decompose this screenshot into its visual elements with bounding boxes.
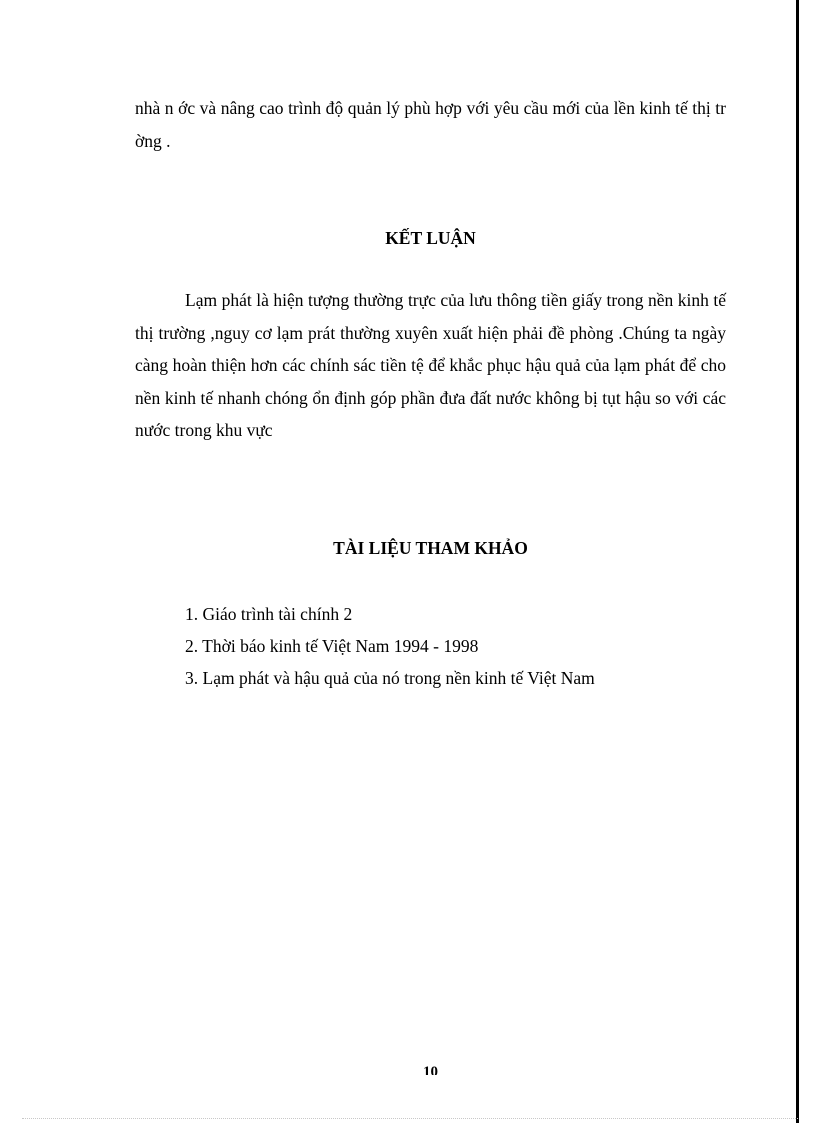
paragraph-continuation: nhà n ớc và nâng cao trình độ quản lý phù hợp với yêu cầu mới của lền kinh tế thị tr ờng . [135,98,726,151]
reference-item: 2. Thời báo kinh tế Việt Nam 1994 - 1998 [185,636,479,656]
reference-list [185,598,595,694]
page-border-right [796,0,799,1123]
reference-item: 1. Giáo trình tài chính 2 [185,604,353,624]
page-number: 10 [423,1064,438,1075]
heading-references: TÀI LIỆU THAM KHẢO [333,538,528,558]
page-border-bottom [22,1118,798,1119]
heading-conclusion: KẾT LUẬN [385,228,476,248]
reference-item: 3. Lạm phát và hậu quả của nó trong nền kinh tế Việt Nam [185,668,595,688]
paragraph-conclusion: Lạm phát là hiện tượng thường trực của lưu thông tiền giấy trong nền kinh tế thị trường ,nguy cơ lạm prát thường xuyên xuất hiện phải đề phòng .Chúng ta ngày càng hoàn thiện hơn các chính sác tiền tệ để khắc phục hậu quả của lạm phát để cho nền kinh tế nhanh chóng ổn định góp phần đưa đất nước không bị tụt hậu so với các nước trong khu vực [135,290,726,440]
